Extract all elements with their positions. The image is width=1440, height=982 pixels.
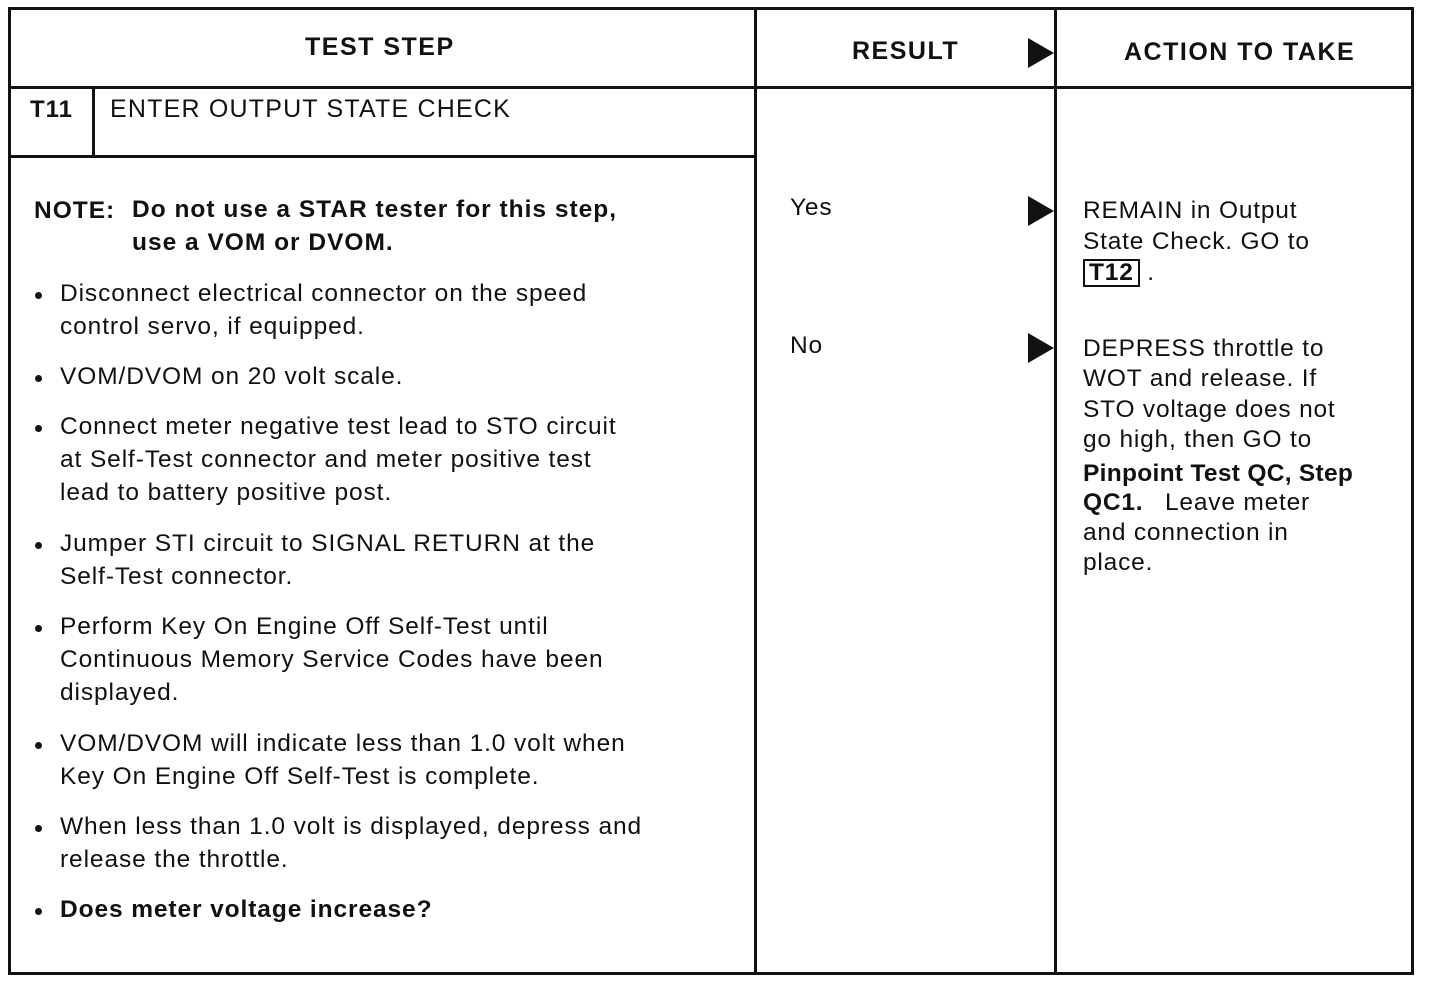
action-yes-line-3 <box>1083 256 1155 289</box>
action-no-line-7: and connection in <box>1083 519 1289 546</box>
bullet-5-line-3: displayed. <box>60 679 180 706</box>
bullet-2-line-1: VOM/DVOM on 20 volt scale. <box>60 363 404 390</box>
bullet-6-line-1: VOM/DVOM will indicate less than 1.0 volt when <box>60 730 626 757</box>
action-no-line-2: WOT and release. If <box>1083 365 1317 392</box>
action-yes-ref-suffix: . <box>1147 259 1155 286</box>
divider-result-action <box>1054 7 1057 975</box>
step-title-divider <box>8 155 757 158</box>
bullet-4-line-2: Self-Test connector. <box>60 563 294 590</box>
bullet-dot-icon <box>35 375 42 382</box>
bullet-3-line-3: lead to battery positive post. <box>60 479 393 506</box>
action-no-leave-meter: Leave meter <box>1165 489 1310 516</box>
action-no-line-3: STO voltage does not <box>1083 396 1336 423</box>
note-label: NOTE: <box>34 197 116 224</box>
action-no-line-1: DEPRESS throttle to <box>1083 335 1325 362</box>
action-no-line-6 <box>1083 486 1310 519</box>
action-yes-line-2: State Check. GO to <box>1083 228 1310 255</box>
header-result: RESULT <box>852 37 960 65</box>
bullet-dot-icon <box>35 742 42 749</box>
bullet-dot-icon <box>35 825 42 832</box>
yes-arrow-icon <box>1028 196 1054 226</box>
note-line-2: use a VOM or DVOM. <box>132 229 394 256</box>
header-divider <box>8 86 1414 89</box>
header-test-step: TEST STEP <box>305 33 455 61</box>
bullet-5-line-1: Perform Key On Engine Off Self-Test until <box>60 613 549 640</box>
action-no-line-5: Pinpoint Test QC, Step <box>1083 460 1354 487</box>
step-title: ENTER OUTPUT STATE CHECK <box>110 95 512 123</box>
bullet-8-line-1: Does meter voltage increase? <box>60 896 433 923</box>
bullet-4-line-1: Jumper STI circuit to SIGNAL RETURN at the <box>60 530 596 557</box>
header-action: ACTION TO TAKE <box>1124 38 1356 66</box>
bullet-3-line-2: at Self-Test connector and meter positive test <box>60 446 592 473</box>
bullet-7-line-2: release the throttle. <box>60 846 289 873</box>
bullet-7-line-1: When less than 1.0 volt is displayed, depress and <box>60 813 643 840</box>
result-yes: Yes <box>790 194 833 221</box>
bullet-6-line-2: Key On Engine Off Self-Test is complete. <box>60 763 540 790</box>
note-line-1: Do not use a STAR tester for this step, <box>132 196 618 223</box>
result-no: No <box>790 332 823 359</box>
bullet-dot-icon <box>35 292 42 299</box>
header-arrow-icon <box>1028 38 1054 68</box>
action-yes-line-1: REMAIN in Output <box>1083 197 1298 224</box>
step-reference-t12[interactable]: T12 <box>1083 259 1140 287</box>
bullet-dot-icon <box>35 425 42 432</box>
bullet-5-line-2: Continuous Memory Service Codes have been <box>60 646 604 673</box>
action-no-line-4: go high, then GO to <box>1083 426 1313 453</box>
bullet-dot-icon <box>35 542 42 549</box>
step-id: T11 <box>30 96 74 123</box>
bullet-dot-icon <box>35 625 42 632</box>
action-no-line-8: place. <box>1083 549 1154 576</box>
bullet-1-line-1: Disconnect electrical connector on the speed <box>60 280 588 307</box>
action-no-qc1: QC1. <box>1083 489 1144 516</box>
no-arrow-icon <box>1028 333 1054 363</box>
bullet-3-line-1: Connect meter negative test lead to STO circuit <box>60 413 617 440</box>
bullet-dot-icon <box>35 908 42 915</box>
bullet-1-line-2: control servo, if equipped. <box>60 313 365 340</box>
step-id-divider <box>92 86 95 158</box>
divider-test-step-result <box>754 7 757 975</box>
